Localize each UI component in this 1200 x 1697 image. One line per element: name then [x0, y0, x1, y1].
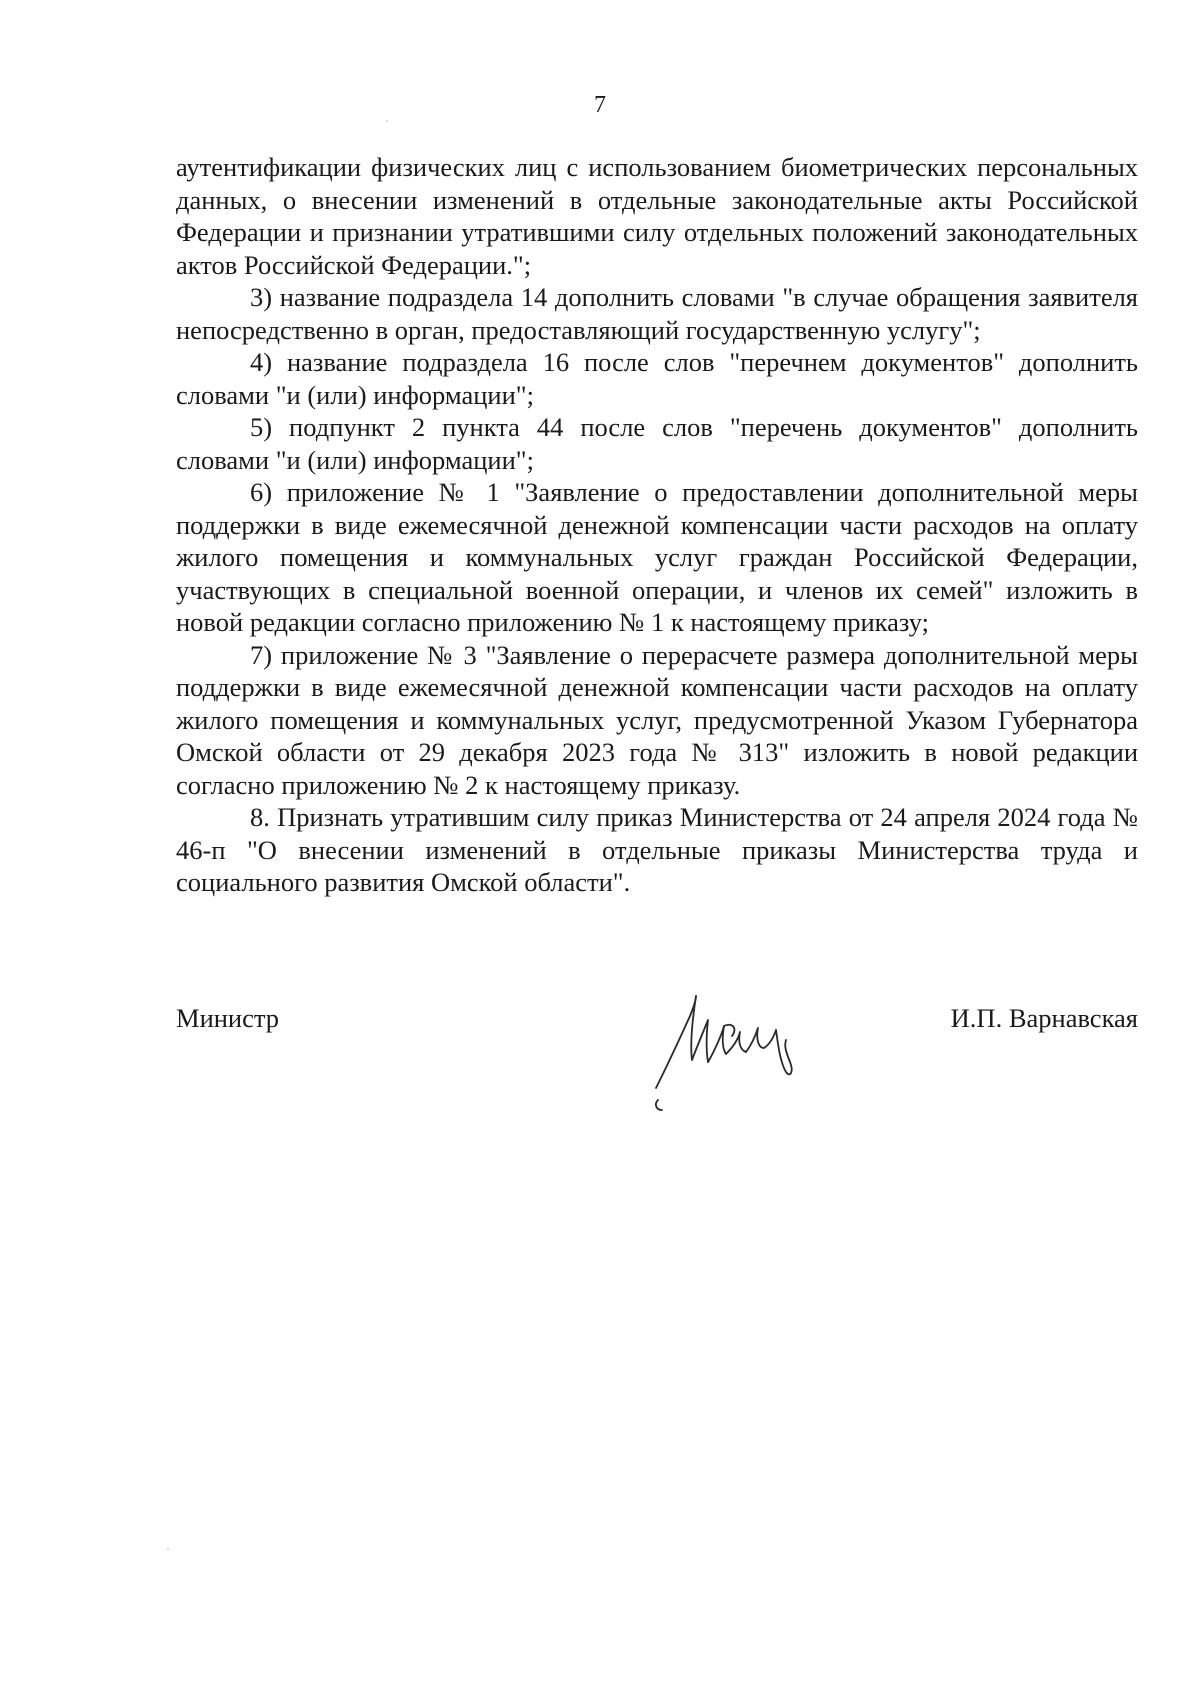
scan-speck — [167, 1548, 169, 1550]
paragraph-item-5: 5) подпункт 2 пункта 44 после слов "перечень документов" дополнить словами "и (или) информации"; — [176, 412, 1138, 475]
paragraph-continuation: аутентификации физических лиц с использованием биометрических персональных данных, о внесении изменений в отдельные законодательные акты Российской Федерации и признании утратившими силу отдельных положений законодательных актов Российской Федерации."; — [176, 152, 1138, 280]
signature-block — [176, 1002, 1138, 1142]
paragraph-item-3: 3) название подраздела 14 дополнить словами "в случае обращения заявителя непосредственно в орган, предоставляющий государственную услугу"; — [176, 282, 1138, 345]
page-number: 7 — [594, 92, 606, 118]
scan-speck — [386, 120, 388, 122]
paragraph-item-6: 6) приложение № 1 "Заявление о предоставлении дополнительной меры поддержки в виде ежемесячной денежной компенсации части расходов на оплату жилого помещения и коммунальных услуг граждан Российской Федерации, участвующих в специальной военной операции, и членов их семей" изложить в новой редакции согласно приложению № 1 к настоящему приказу; — [176, 477, 1138, 637]
paragraph-item-8: 8. Признать утратившим силу приказ Министерства от 24 апреля 2024 года № 46-п "О внесении изменений в отдельные приказы Министерства труда и социального развития Омской области". — [176, 802, 1138, 897]
paragraph-item-7: 7) приложение № 3 "Заявление о перерасчете размера дополнительной меры поддержки в виде ежемесячной денежной компенсации части расходов на оплату жилого помещения и коммунальных услуг, предусмотренной Указом Губернатора Омской области от 29 декабря 2023 года № 313" изложить в новой редакции согласно приложению № 2 к настоящему приказу. — [176, 639, 1138, 800]
signer-name: И.П. Варнавская — [950, 1003, 1138, 1033]
handwritten-signature — [646, 982, 836, 1122]
document-body — [176, 151, 1138, 899]
signer-title: Министр — [176, 1003, 280, 1033]
paragraph-item-4: 4) название подраздела 16 после слов "перечнем документов" дополнить словами "и (или) информации"; — [176, 347, 1138, 410]
